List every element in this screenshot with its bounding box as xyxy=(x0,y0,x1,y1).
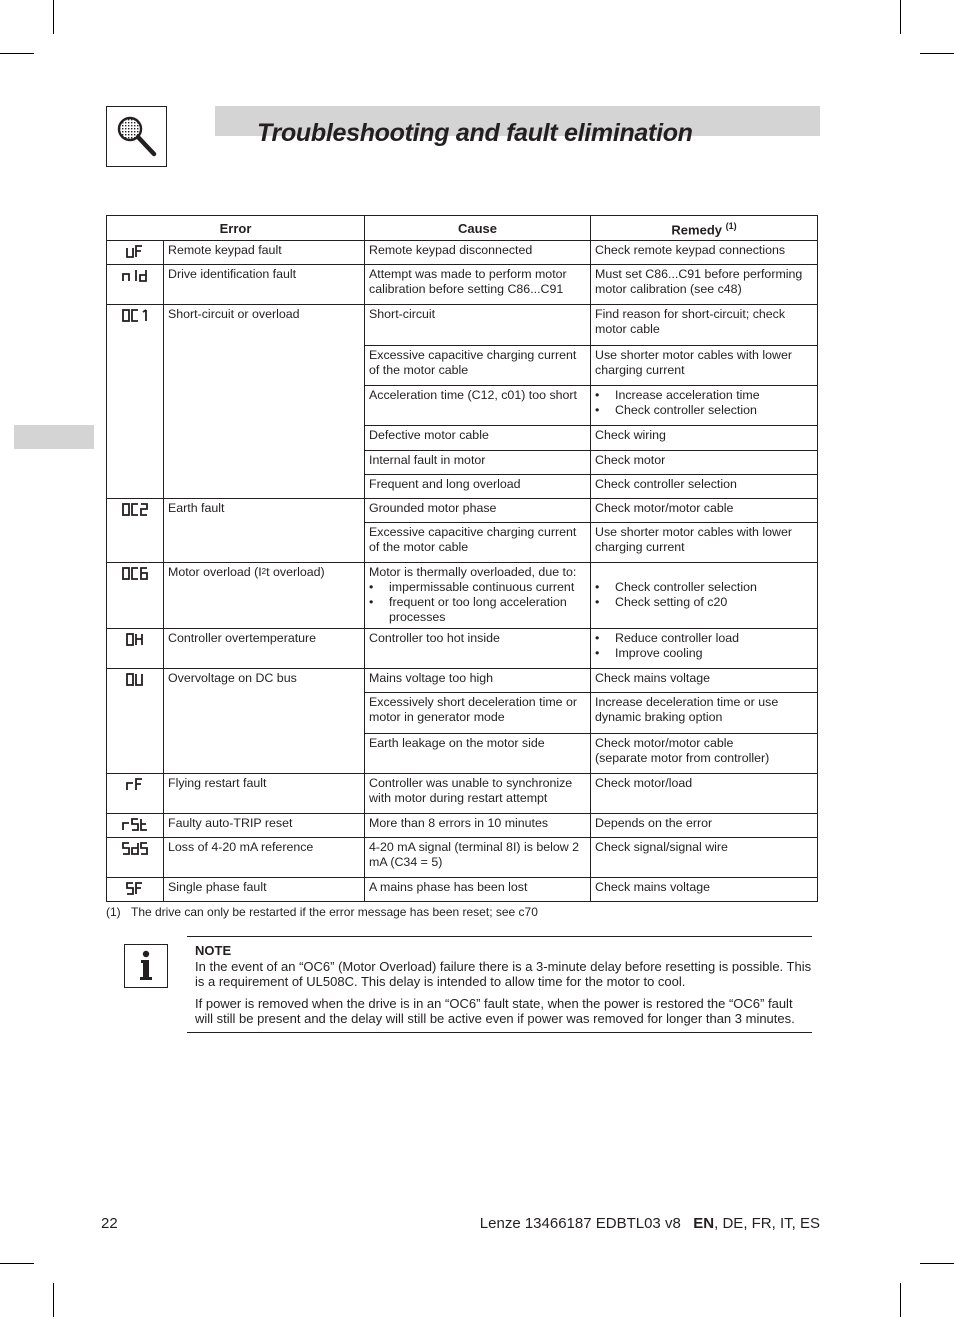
table-row xyxy=(107,774,818,814)
note-paragraph: If power is removed when the drive is in an “OC6” fault state, when the power is restored the “OC6” fault will still be present and the delay will still be active even if power was removed for longer than 3 minutes. xyxy=(195,995,795,1026)
cause-cell: More than 8 errors in 10 minutes xyxy=(365,814,591,838)
crop-mark xyxy=(900,1283,901,1317)
remedy-cell xyxy=(591,629,818,669)
footer-doc-info: Lenze 13466187 EDBTL03 v8 EN, DE, FR, IT, ES xyxy=(479,1215,820,1232)
table-row xyxy=(107,265,818,305)
cause-cell: Controller too hot inside xyxy=(365,629,591,669)
fault-code-nId-display xyxy=(121,268,149,283)
error-cell: Drive identification fault xyxy=(164,265,365,305)
remedy-cell: Check wiring xyxy=(591,426,818,451)
note-paragraph: In the event of an “OC6” (Motor Overload) failure there is a 3-minute delay before resetting is possible. This is a requirement of UL508C. This delay is intended to allow time for the motor to cool. xyxy=(195,958,812,989)
column-header-cause: Cause xyxy=(365,216,591,241)
column-header-error: Error xyxy=(107,216,365,241)
fault-code-SdS-display xyxy=(121,841,149,856)
side-tab-marker xyxy=(14,425,94,449)
remedy-bullet: • Check setting of c20 xyxy=(595,595,814,610)
error-cell: Loss of 4-20 mA reference xyxy=(164,838,365,878)
table-row xyxy=(107,305,818,346)
table-row xyxy=(107,563,818,629)
cause-cell xyxy=(365,563,591,629)
remedy-cell: Depends on the error xyxy=(591,814,818,838)
table-footnote: (1) The drive can only be restarted if the error message has been reset; see c70 xyxy=(106,905,538,919)
fault-code-uF-display xyxy=(125,244,145,259)
cause-cell: Earth leakage on the motor side xyxy=(365,734,591,774)
fault-code-OH-display xyxy=(125,632,145,647)
error-cell: Short-circuit or overload xyxy=(164,305,365,499)
column-header-remedy: Remedy $^{(1)}$ xyxy=(591,216,818,241)
cause-text: Motor is thermally overloaded, due to: xyxy=(369,565,577,580)
cause-cell: Controller was unable to synchronize with motor during restart attempt xyxy=(365,774,591,814)
remedy-bullet: • Improve cooling xyxy=(595,646,814,661)
note-box xyxy=(187,936,812,1033)
remedy-bullet: • Check controller selection xyxy=(595,580,814,595)
fault-code-OH xyxy=(107,629,164,669)
cause-cell: Acceleration time (C12, c01) too short xyxy=(365,386,591,426)
crop-mark xyxy=(920,1263,954,1264)
remedy-cell: Check motor/load xyxy=(591,774,818,814)
fault-code-rSt xyxy=(107,814,164,838)
cause-cell: Remote keypad disconnected xyxy=(365,241,591,265)
cause-cell: Excessive capacitive charging current of the motor cable xyxy=(365,346,591,386)
cause-cell: Mains voltage too high xyxy=(365,669,591,693)
fault-code-rF-display xyxy=(125,777,145,792)
fault-code-OC2-display xyxy=(121,502,149,517)
fault-code-OC1 xyxy=(107,305,164,499)
remedy-cell xyxy=(591,563,818,629)
table-row xyxy=(107,838,818,878)
crop-mark xyxy=(0,1263,34,1264)
fault-code-uF xyxy=(107,241,164,265)
note-title: NOTE xyxy=(195,943,232,958)
table-row xyxy=(107,669,818,693)
page-title: Troubleshooting and fault elimination xyxy=(257,119,693,147)
remedy-cell: Find reason for short-circuit; check motor cable xyxy=(591,305,818,346)
cause-bullet: • frequent or too long acceleration processes xyxy=(369,595,587,625)
crop-mark xyxy=(53,1283,54,1317)
fault-code-OC6 xyxy=(107,563,164,629)
remedy-cell: Check motor/motor cable xyxy=(591,499,818,523)
cause-bullet: • impermissable continuous current xyxy=(369,580,587,595)
remedy-cell: Check mains voltage xyxy=(591,878,818,902)
error-cell: Remote keypad fault xyxy=(164,241,365,265)
table-header-row xyxy=(107,216,818,241)
fault-code-SF-display xyxy=(125,881,145,896)
fault-code-rSt-display xyxy=(121,817,149,832)
error-cell: Single phase fault xyxy=(164,878,365,902)
fault-code-OU xyxy=(107,669,164,774)
magnifier-icon xyxy=(106,106,167,167)
cause-cell: Excessively short deceleration time or motor in generator mode xyxy=(365,693,591,734)
table-row xyxy=(107,241,818,265)
fault-code-OC1-display xyxy=(121,308,149,323)
remedy-cell: Check controller selection xyxy=(591,475,818,499)
remedy-cell: Must set C86...C91 before performing motor calibration (see c48) xyxy=(591,265,818,305)
remedy-bullet: • Check controller selection xyxy=(595,403,814,418)
crop-mark xyxy=(900,0,901,34)
cause-cell: Attempt was made to perform motor calibration before setting C86...C91 xyxy=(365,265,591,305)
error-cell: Faulty auto-TRIP reset xyxy=(164,814,365,838)
page-number: 22 xyxy=(101,1215,118,1232)
cause-cell: Excessive capacitive charging current of the motor cable xyxy=(365,523,591,563)
crop-mark xyxy=(0,53,34,54)
remedy-cell: Check mains voltage xyxy=(591,669,818,693)
cause-cell: Frequent and long overload xyxy=(365,475,591,499)
remedy-cell: Use shorter motor cables with lower charging current xyxy=(591,523,818,563)
cause-cell: A mains phase has been lost xyxy=(365,878,591,902)
remedy-cell: Use shorter motor cables with lower charging current xyxy=(591,346,818,386)
remedy-cell: Check motor xyxy=(591,451,818,475)
remedy-cell: Check signal/signal wire xyxy=(591,838,818,878)
fault-code-nId xyxy=(107,265,164,305)
error-cell: Overvoltage on DC bus xyxy=(164,669,365,774)
fault-table xyxy=(106,215,818,902)
remedy-cell xyxy=(591,734,818,774)
fault-code-OC2 xyxy=(107,499,164,563)
cause-cell: Short-circuit xyxy=(365,305,591,346)
error-cell: Flying restart fault xyxy=(164,774,365,814)
table-row xyxy=(107,629,818,669)
fault-code-SF xyxy=(107,878,164,902)
error-cell: Controller overtemperature xyxy=(164,629,365,669)
remedy-cell xyxy=(591,386,818,426)
table-row xyxy=(107,499,818,523)
remedy-cell: Check remote keypad connections xyxy=(591,241,818,265)
error-cell: Motor overload ($I^2t$ overload) xyxy=(164,563,365,629)
fault-code-OC6-display xyxy=(121,566,149,581)
remedy-bullet: • Increase acceleration time xyxy=(595,388,814,403)
crop-mark xyxy=(920,53,954,54)
cause-cell: Internal fault in motor xyxy=(365,451,591,475)
error-cell: Earth fault xyxy=(164,499,365,563)
table-row xyxy=(107,814,818,838)
fault-code-SdS xyxy=(107,838,164,878)
remedy-line: (separate motor from controller) xyxy=(595,751,770,766)
crop-mark xyxy=(53,0,54,34)
fault-code-rF xyxy=(107,774,164,814)
remedy-line: Check motor/motor cable xyxy=(595,736,734,751)
remedy-bullet: • Reduce controller load xyxy=(595,631,814,646)
cause-cell: Grounded motor phase xyxy=(365,499,591,523)
info-icon xyxy=(124,944,168,988)
remedy-cell: Increase deceleration time or use dynamic braking option xyxy=(591,693,818,734)
fault-code-OU-display xyxy=(125,672,145,687)
cause-cell: Defective motor cable xyxy=(365,426,591,451)
table-row xyxy=(107,878,818,902)
cause-cell: 4-20 mA signal (terminal 8I) is below 2 mA (C34 = 5) xyxy=(365,838,591,878)
